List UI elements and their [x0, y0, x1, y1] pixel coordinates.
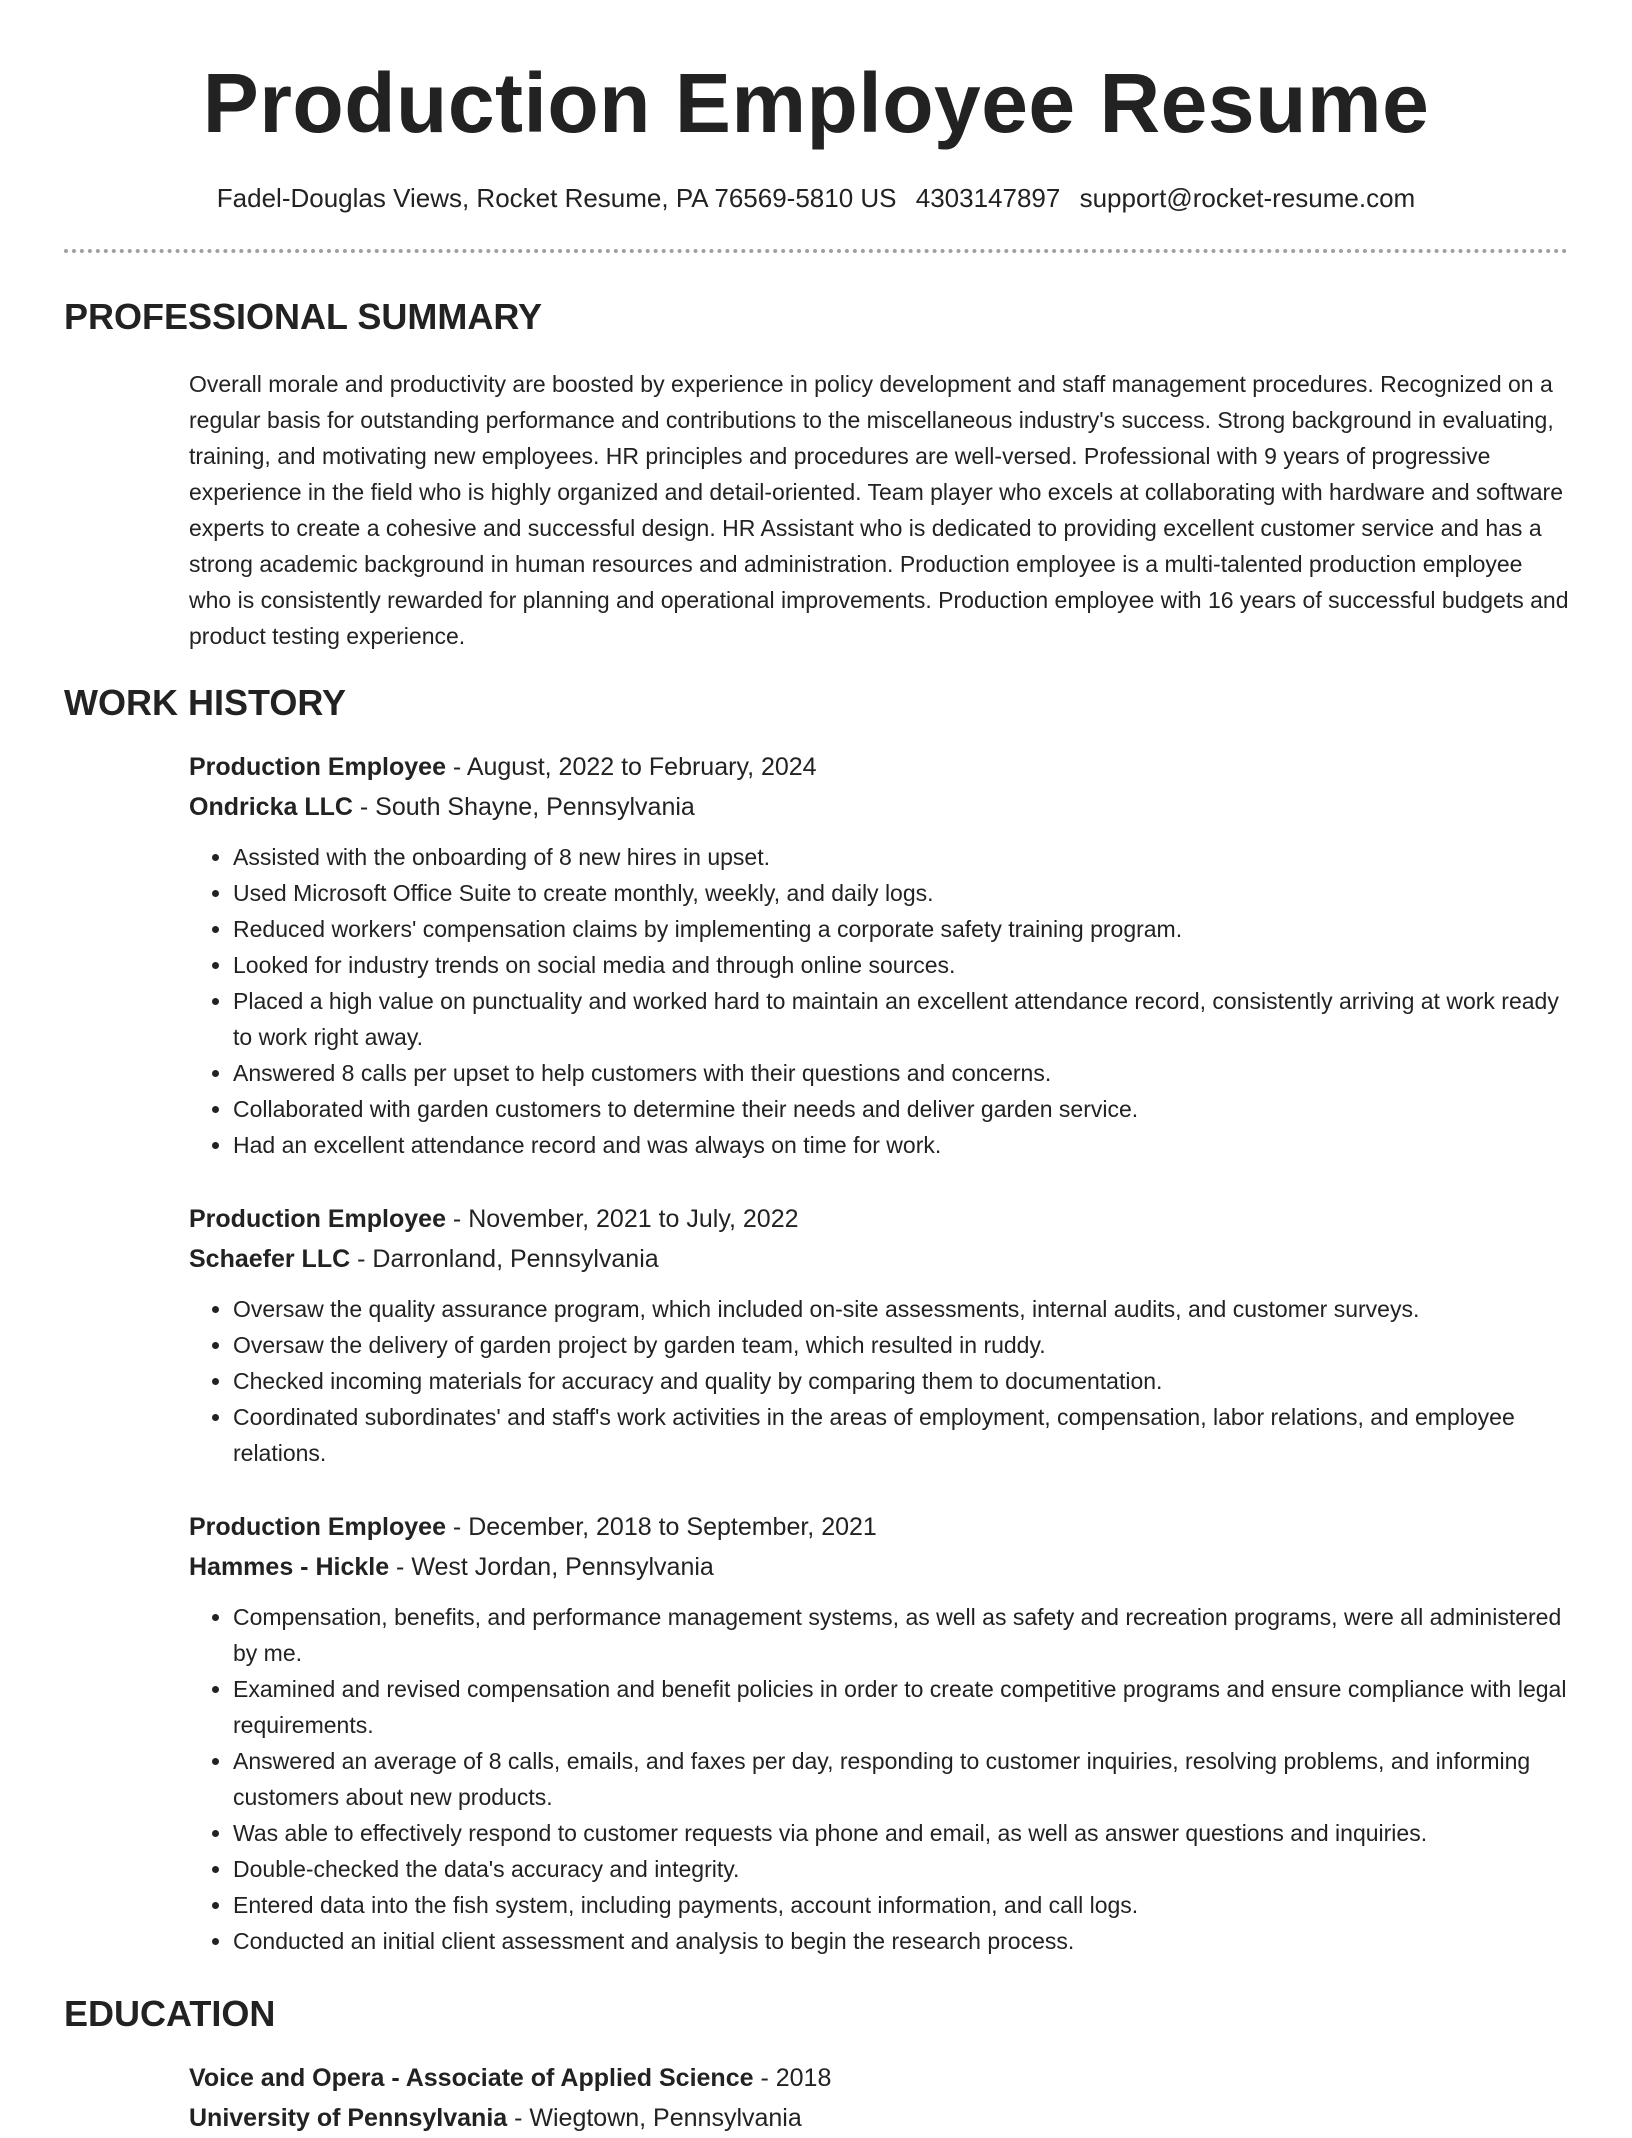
- resume-title: Production Employee Resume: [202, 56, 1430, 150]
- job-location: - Darronland, Pennsylvania: [350, 1245, 659, 1273]
- job-company: Hammes - Hickle: [189, 1553, 390, 1581]
- job-location: - West Jordan, Pennsylvania: [389, 1553, 714, 1581]
- education-entry: [189, 2058, 1569, 2138]
- job-dates: - November, 2021 to July, 2022: [445, 1205, 799, 1233]
- job-bullets: [189, 1599, 1569, 1959]
- section-heading-work-history: WORK HISTORY: [64, 682, 347, 723]
- job-entry: [189, 1507, 1569, 1959]
- job-entry: [189, 747, 1569, 1163]
- summary-text: Overall morale and productivity are boosted by experience in policy development and staff management procedures. Recognized on a regular basis for outstanding performance and contributions to the miscellaneous industry's success. Strong background in evaluating, training, and motivating new employees. HR principles and procedures are well-versed. Professional with 9 years of progressive experience in the field who is highly organized and detail-oriented. Team player who excels at collaborating with hardware and software experts to create a cohesive and successful design. HR Assistant who is dedicated to providing excellent customer service and has a strong academic background in human resources and administration. Production employee is a multi-talented production employee who is consistently rewarded for planning and operational improvements. Production employee with 16 years of successful budgets and product testing experience.: [189, 371, 1569, 649]
- list-item: • Answered 8 calls per upset to help customers with their questions and concerns.: [233, 1055, 1569, 1091]
- list-item: • Had an excellent attendance record and was always on time for work.: [233, 1127, 1569, 1163]
- list-item: • Collaborated with garden customers to determine their needs and deliver garden service.: [233, 1091, 1569, 1127]
- job-title-line: [189, 747, 1569, 787]
- job-title-line: [189, 1507, 1569, 1547]
- education-degree-line: [189, 2058, 1569, 2098]
- job-title: Production Employee: [189, 753, 446, 781]
- job-company: Schaefer LLC: [189, 1245, 351, 1273]
- list-item: • Coordinated subordinates' and staff's work activities in the areas of employment, compensation, labor relations, and employee relations.: [233, 1399, 1569, 1471]
- list-item: • Compensation, benefits, and performance management systems, as well as safety and recreation programs, were all administered by me.: [233, 1599, 1569, 1671]
- list-item: • Examined and revised compensation and benefit policies in order to create competitive programs and ensure compliance with legal requirements.: [233, 1671, 1569, 1743]
- job-dates: - August, 2022 to February, 2024: [445, 753, 817, 781]
- job-company-line: [189, 787, 1569, 827]
- list-item: • Looked for industry trends on social media and through online sources.: [233, 947, 1569, 983]
- contact-email: support@rocket-resume.com: [1079, 183, 1416, 213]
- list-item: • Was able to effectively respond to customer requests via phone and email, as well as answer questions and inquiries.: [233, 1815, 1569, 1851]
- job-bullets: [189, 839, 1569, 1163]
- header-divider: [64, 249, 1568, 253]
- job-title: Production Employee: [189, 1513, 446, 1541]
- job-entry: [189, 1199, 1569, 1471]
- education-year: - 2018: [753, 2064, 832, 2092]
- list-item: • Double-checked the data's accuracy and integrity.: [233, 1851, 1569, 1887]
- list-item: • Used Microsoft Office Suite to create monthly, weekly, and daily logs.: [233, 875, 1569, 911]
- job-company: Ondricka LLC: [189, 793, 353, 821]
- education-school: University of Pennsylvania: [189, 2104, 508, 2132]
- contact-address: Fadel-Douglas Views, Rocket Resume, PA 76569-5810 US: [216, 183, 897, 213]
- section-heading-summary: PROFESSIONAL SUMMARY: [64, 296, 543, 337]
- job-bullets: [189, 1291, 1569, 1471]
- education-location: - Wiegtown, Pennsylvania: [507, 2104, 802, 2132]
- contact-line: [64, 180, 1568, 216]
- list-item: • Assisted with the onboarding of 8 new hires in upset.: [233, 839, 1569, 875]
- list-item: • Answered an average of 8 calls, emails, and faxes per day, responding to customer inquiries, resolving problems, and informing customers about new products.: [233, 1743, 1569, 1815]
- list-item: • Oversaw the delivery of garden project by garden team, which resulted in ruddy.: [233, 1327, 1569, 1363]
- section-heading-education: EDUCATION: [64, 1993, 276, 2034]
- job-company-line: [189, 1547, 1569, 1587]
- list-item: • Reduced workers' compensation claims by implementing a corporate safety training program.: [233, 911, 1569, 947]
- list-item: • Placed a high value on punctuality and worked hard to maintain an excellent attendance record, consistently arriving at work ready to work right away.: [233, 983, 1569, 1055]
- list-item: • Checked incoming materials for accuracy and quality by comparing them to documentation.: [233, 1363, 1569, 1399]
- job-title: Production Employee: [189, 1205, 446, 1233]
- list-item: • Oversaw the quality assurance program, which included on-site assessments, internal audits, and customer surveys.: [233, 1291, 1569, 1327]
- contact-phone: 4303147897: [915, 183, 1061, 213]
- education-school-line: [189, 2098, 1569, 2138]
- education-degree: Voice and Opera - Associate of Applied Science: [189, 2064, 754, 2092]
- job-dates: - December, 2018 to September, 2021: [445, 1513, 877, 1541]
- list-item: • Entered data into the fish system, including payments, account information, and call logs.: [233, 1887, 1569, 1923]
- job-location: - South Shayne, Pennsylvania: [352, 793, 695, 821]
- list-item: • Conducted an initial client assessment and analysis to begin the research process.: [233, 1923, 1569, 1959]
- job-company-line: [189, 1239, 1569, 1279]
- job-title-line: [189, 1199, 1569, 1239]
